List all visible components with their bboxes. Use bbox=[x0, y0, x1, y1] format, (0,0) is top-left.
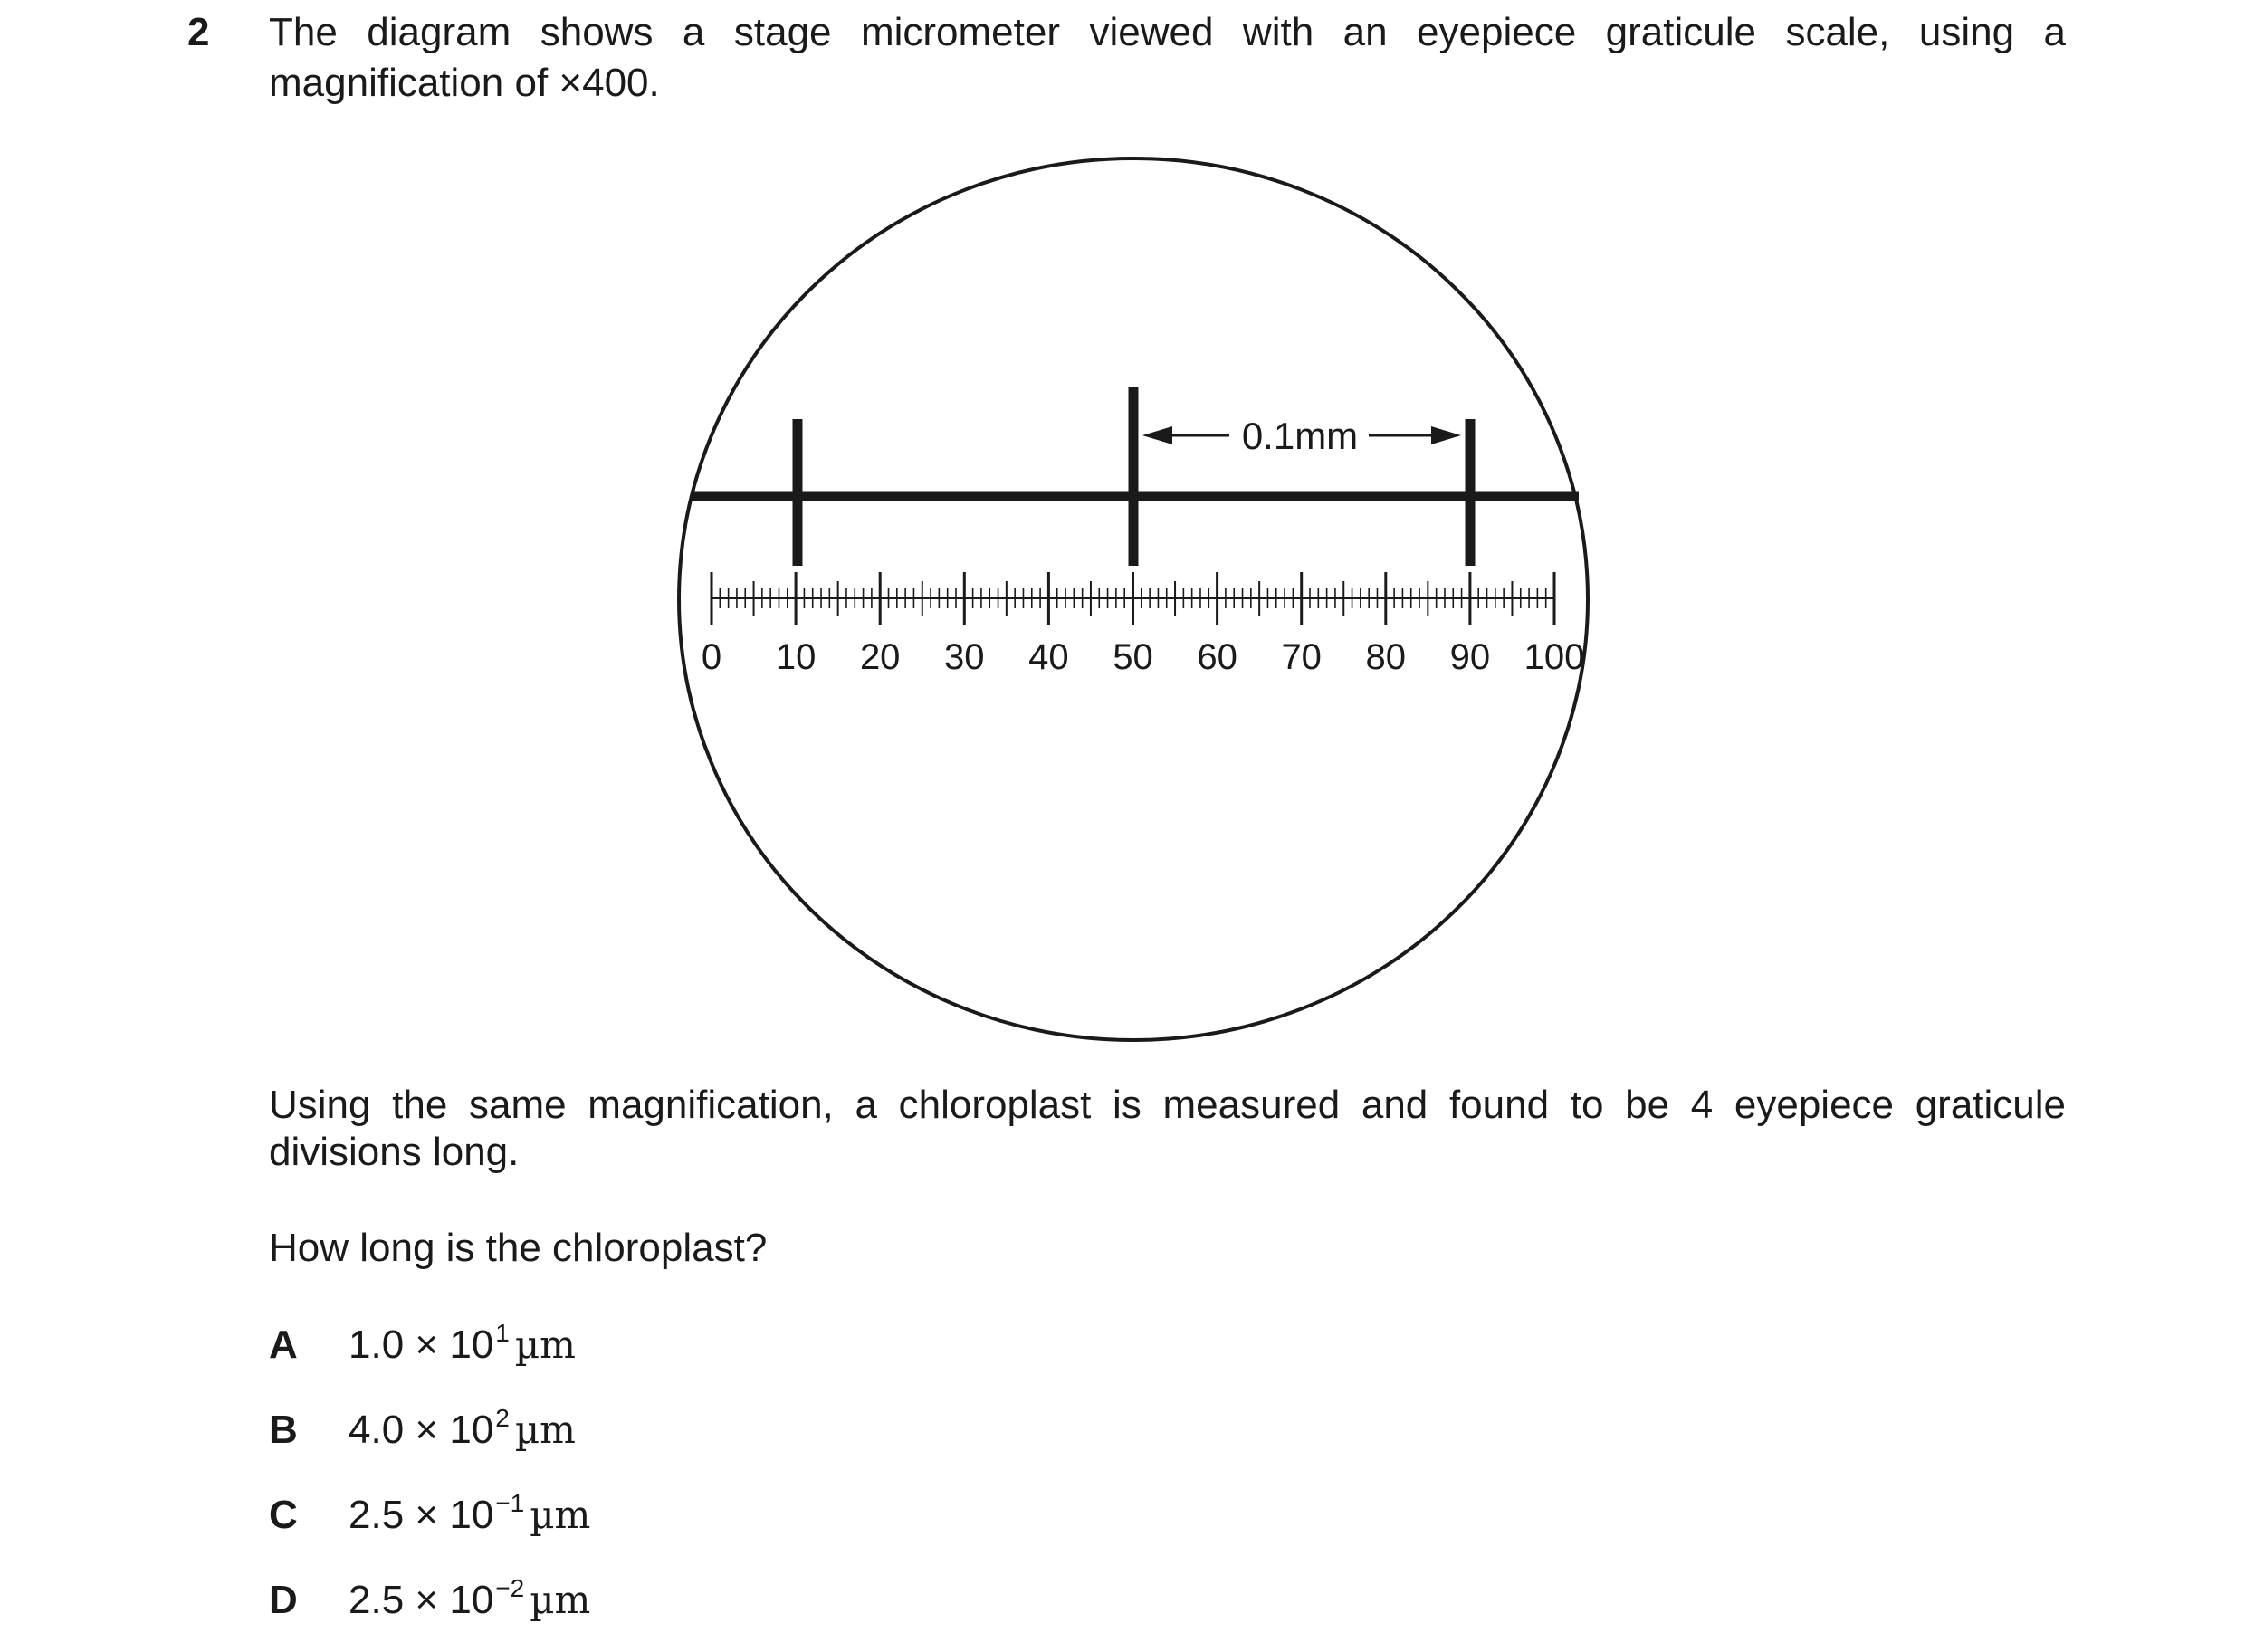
option-exponent: 1 bbox=[495, 1319, 510, 1347]
option-d[interactable] bbox=[269, 1575, 590, 1630]
graticule-label: 50 bbox=[1113, 637, 1153, 677]
dimension-arrowhead-left bbox=[1142, 426, 1172, 444]
option-base: 10 bbox=[449, 1493, 494, 1537]
option-letter: A bbox=[269, 1323, 298, 1367]
graticule-label: 40 bbox=[1028, 637, 1069, 677]
question-prompt: How long is the chloroplast? bbox=[269, 1226, 768, 1270]
question-stem: The diagram shows a stage micrometer viewed with an eyepiece graticule scale, using a magnification of ×400. bbox=[269, 10, 2066, 105]
graticule-label: 80 bbox=[1365, 637, 1407, 677]
option-exponent: −2 bbox=[495, 1574, 525, 1602]
option-letter: D bbox=[269, 1578, 298, 1622]
option-times: × bbox=[415, 1408, 439, 1452]
option-exponent: −1 bbox=[495, 1489, 525, 1517]
option-mantissa: 4.0 bbox=[349, 1408, 405, 1452]
graticule-label: 20 bbox=[859, 637, 901, 677]
graticule-label: 100 bbox=[1524, 637, 1585, 677]
option-unit: µm bbox=[530, 1578, 591, 1622]
measurement-text: Using the same magnification, a chloroplast is measured and found to be 4 eyepiece graticule divisions long. bbox=[269, 1083, 2066, 1174]
micrometer-length-label: 0.1mm bbox=[1241, 415, 1359, 457]
option-mantissa: 2.5 bbox=[349, 1493, 405, 1537]
graticule-label: 60 bbox=[1197, 637, 1237, 677]
option-base: 10 bbox=[449, 1323, 494, 1367]
graticule-label: 90 bbox=[1449, 637, 1491, 677]
option-times: × bbox=[415, 1578, 439, 1622]
option-exponent: 2 bbox=[495, 1404, 510, 1432]
option-unit: µm bbox=[514, 1408, 576, 1452]
option-base: 10 bbox=[449, 1408, 494, 1452]
option-unit: µm bbox=[530, 1493, 591, 1537]
option-c[interactable] bbox=[269, 1490, 590, 1545]
graticule-label: 30 bbox=[944, 637, 985, 677]
option-mantissa: 2.5 bbox=[349, 1578, 405, 1622]
option-unit: µm bbox=[514, 1323, 576, 1367]
graticule-ticks bbox=[712, 572, 1554, 625]
option-base: 10 bbox=[449, 1578, 494, 1622]
option-letter: B bbox=[269, 1408, 298, 1452]
option-times: × bbox=[415, 1493, 439, 1537]
graticule-label: 0 bbox=[701, 637, 722, 677]
option-b[interactable] bbox=[269, 1405, 576, 1460]
graticule-label: 10 bbox=[775, 637, 817, 677]
graticule-label: 70 bbox=[1281, 637, 1322, 677]
option-times: × bbox=[415, 1323, 439, 1367]
dimension-arrowhead-right bbox=[1431, 426, 1461, 444]
option-mantissa: 1.0 bbox=[349, 1323, 405, 1367]
graticule-labels bbox=[702, 637, 1585, 677]
option-a[interactable] bbox=[269, 1320, 576, 1375]
question-number: 2 bbox=[187, 10, 210, 54]
option-letter: C bbox=[269, 1493, 298, 1537]
